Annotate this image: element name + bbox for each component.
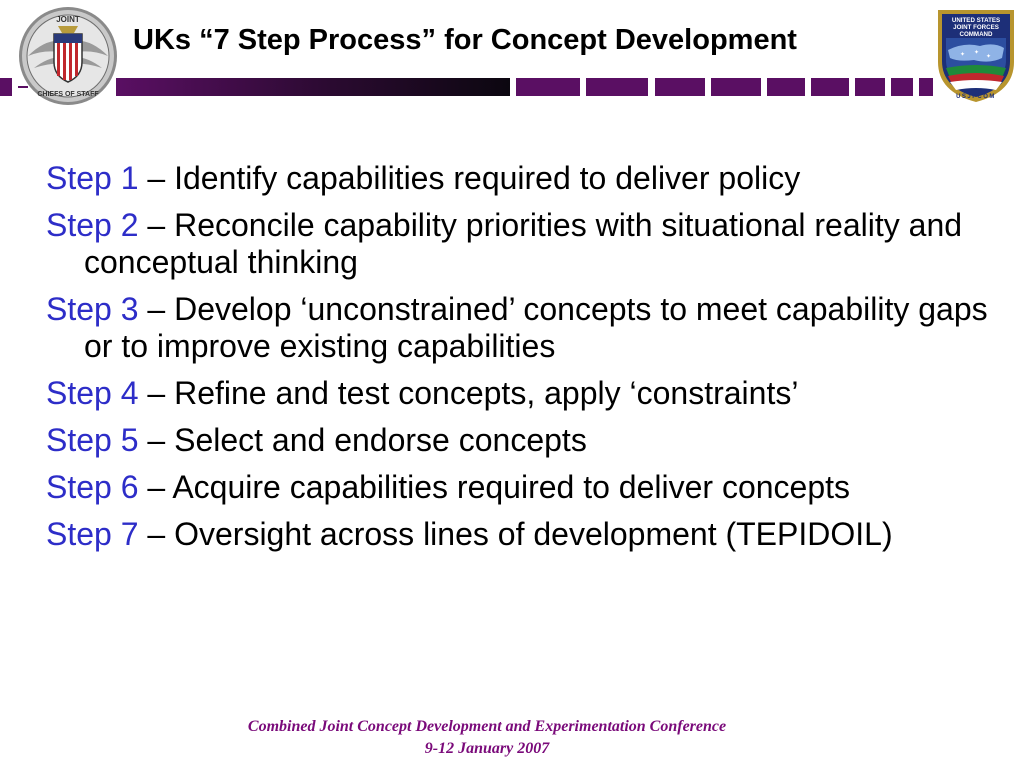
- list-item: [46, 291, 1006, 365]
- step-label: Step 1: [46, 160, 139, 196]
- step-text: – Identify capabilities required to deliver policy: [138, 160, 801, 196]
- slide-title: UKs “7 Step Process” for Concept Development: [133, 24, 797, 56]
- list-item: [46, 422, 1006, 459]
- list-item: [46, 469, 1006, 506]
- step-text: – Refine and test concepts, apply ‘constraints’: [138, 375, 799, 411]
- step-text: – Develop ‘unconstrained’ concepts to meet capability gaps or to improve existing capabilities: [84, 291, 988, 364]
- list-item: [46, 516, 1006, 553]
- left-seal-top-text: JOINT: [56, 15, 80, 24]
- right-shield-bottom-text: USJFCOM: [956, 94, 996, 100]
- step-label: Step 4: [46, 375, 139, 411]
- footer-dates: 9-12 January 2007: [424, 740, 550, 757]
- step-text: – Acquire capabilities required to deliver concepts: [138, 469, 851, 505]
- svg-text:✦: ✦: [974, 49, 980, 56]
- steps-list: [46, 160, 1006, 563]
- right-shield-line2: JOINT FORCES: [953, 24, 999, 31]
- right-shield-line3: COMMAND: [959, 31, 993, 38]
- right-shield-line1: UNITED STATES: [951, 17, 1001, 24]
- step-label: Step 6: [46, 469, 139, 505]
- step-label: Step 7: [46, 516, 139, 552]
- list-item: [46, 160, 1006, 197]
- step-label: Step 5: [46, 422, 139, 458]
- step-label: Step 2: [46, 207, 139, 243]
- svg-text:✦: ✦: [960, 51, 966, 58]
- slide-footer: [0, 716, 974, 760]
- svg-text:✦: ✦: [986, 53, 992, 60]
- step-label: Step 3: [46, 291, 139, 327]
- step-text: – Oversight across lines of development (TEPIDOIL): [138, 516, 893, 552]
- step-text: – Select and endorse concepts: [138, 422, 587, 458]
- header-divider: [0, 78, 1024, 96]
- list-item: [46, 207, 1006, 281]
- list-item: [46, 375, 1006, 412]
- step-text: – Reconcile capability priorities with situational reality and conceptual thinking: [84, 207, 963, 280]
- footer-conference-name: Combined Joint Concept Development and Experimentation Conference: [247, 718, 727, 735]
- left-seal-bottom-text: CHIEFS OF STAFF: [37, 91, 99, 98]
